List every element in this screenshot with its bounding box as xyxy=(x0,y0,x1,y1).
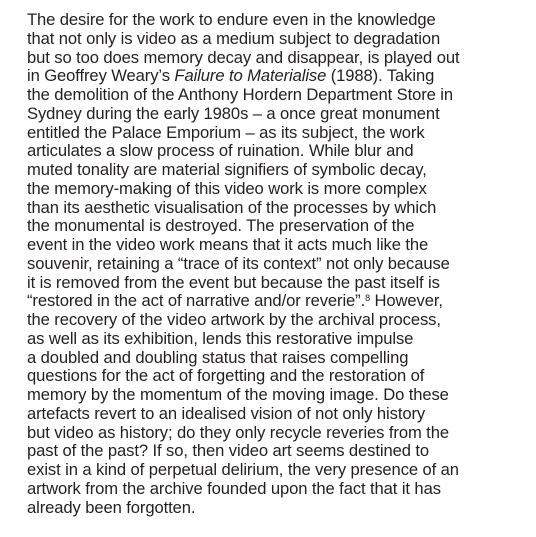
text-run: it is removed from the event but because the past itself is xyxy=(27,272,440,292)
text-line xyxy=(27,49,536,68)
text-run: Sydney during the early 1980s – a once great monument xyxy=(27,103,440,123)
text-run: The desire for the work to endure even in the knowledge xyxy=(27,10,436,29)
text-run: questions for the act of forgetting and the restoration of xyxy=(27,366,425,386)
text-run: past of the past? If so, then video art seems destined to xyxy=(27,441,430,461)
text-line xyxy=(27,424,536,443)
body-paragraph xyxy=(27,11,536,517)
text-run: entitled the Palace Emporium – as its subject, the work xyxy=(27,122,425,142)
text-run: than its aesthetic visualisation of the processes by which xyxy=(27,197,437,217)
text-line xyxy=(27,11,536,30)
artwork-title: Failure to Materialise xyxy=(174,66,327,86)
text-line xyxy=(27,217,536,236)
text-run: the recovery of the video artwork by the archival process, xyxy=(27,310,441,329)
text-line xyxy=(27,461,536,480)
text-line xyxy=(27,124,536,143)
text-run: exist in a kind of perpetual delirium, the very presence of an xyxy=(27,460,459,479)
text-line xyxy=(27,292,536,311)
text-line xyxy=(27,30,536,49)
text-line xyxy=(27,255,536,274)
text-line xyxy=(27,274,536,293)
text-line xyxy=(27,330,536,349)
text-run: in Geoffrey Weary’s xyxy=(27,66,175,86)
text-line xyxy=(27,480,536,499)
text-line xyxy=(27,405,536,424)
text-line xyxy=(27,386,536,405)
text-run: a doubled and doubling status that raises compelling xyxy=(27,347,409,367)
text-run: souvenir, retaining a “trace of its context” not only because xyxy=(27,253,450,273)
text-run: the monumental is destroyed. The preservation of the xyxy=(27,216,415,236)
text-run: artefacts revert to an idealised vision of not only history xyxy=(27,403,426,423)
text-run: that not only is video as a medium subject to degradation xyxy=(27,28,441,48)
text-line xyxy=(27,161,536,180)
text-run: the memory-making of this video work is more complex xyxy=(27,178,427,198)
text-run: muted tonality are material signifiers of symbolic decay, xyxy=(27,160,427,179)
text-run: event in the video work means that it acts much like the xyxy=(27,235,429,254)
text-run: but so too does memory decay and disappear, is played out xyxy=(27,47,460,67)
text-line xyxy=(27,349,536,368)
text-run: “restored in the act of narrative and/or reverie”. xyxy=(27,291,366,311)
text-line xyxy=(27,199,536,218)
text-line xyxy=(27,105,536,124)
text-run: as well as its exhibition, lends this restorative impulse xyxy=(27,328,414,348)
text-run: but video as history; do they only recycle reveries from the xyxy=(27,422,449,442)
text-line xyxy=(27,236,536,255)
text-run: the demolition of the Anthony Hordern Department Store in xyxy=(27,85,453,104)
text-line xyxy=(27,67,536,86)
text-line xyxy=(27,311,536,330)
text-line xyxy=(27,367,536,386)
text-line xyxy=(27,499,536,518)
text-line xyxy=(27,142,536,161)
text-line xyxy=(27,86,536,105)
text-line xyxy=(27,180,536,199)
text-line xyxy=(27,442,536,461)
text-run: However, xyxy=(370,291,443,311)
footnote-marker: 8 xyxy=(365,293,371,304)
text-run: artwork from the archive founded upon the fact that it has xyxy=(27,478,441,498)
text-run: articulates a slow process of ruination. While blur and xyxy=(27,141,414,161)
text-run: already been forgotten. xyxy=(27,497,196,517)
text-run: (1988). Taking xyxy=(326,66,435,86)
text-run: memory by the momentum of the moving image. Do these xyxy=(27,385,449,404)
